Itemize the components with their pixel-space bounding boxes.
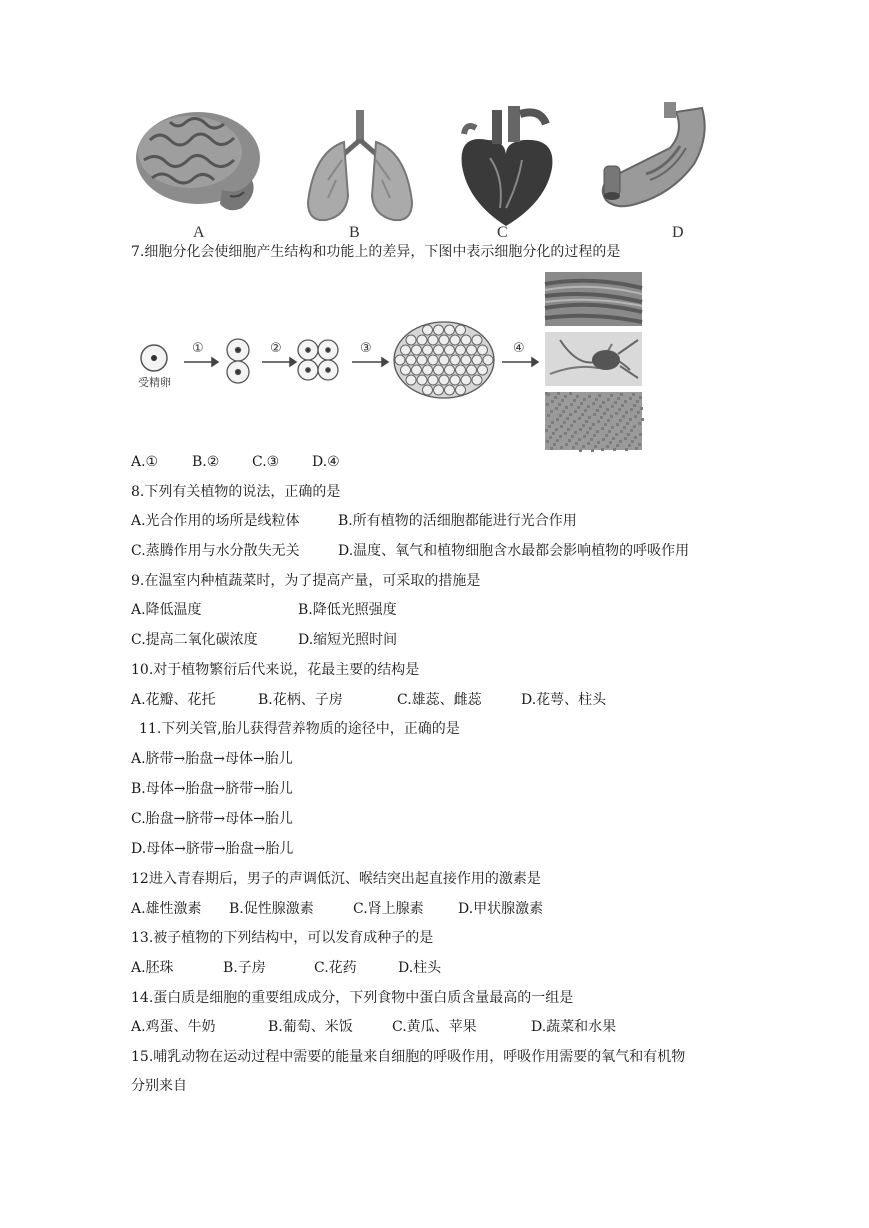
q7-stem: 7.细胞分化会使细胞产生结构和功能上的差异，下图中表示细胞分化的过程的是 bbox=[131, 244, 621, 260]
step-label-2: ② bbox=[270, 341, 282, 356]
lungs-icon bbox=[308, 110, 412, 220]
q10-option-a[interactable]: A.花瓣、花托 bbox=[131, 692, 216, 708]
q8-stem: 8.下列有关植物的说法，正确的是 bbox=[131, 484, 341, 500]
q14-options bbox=[131, 1018, 616, 1036]
q12-stem: 12进入青春期后，男子的声调低沉、喉结突出起直接作用的激素是 bbox=[131, 871, 541, 887]
organ-label-a: A bbox=[193, 224, 205, 241]
q8-option-d[interactable]: D.温度、氧气和植物细胞含水最都会影响植物的呼吸作用 bbox=[338, 543, 690, 559]
q7-options bbox=[131, 453, 340, 471]
organ-label-c: C bbox=[497, 224, 508, 241]
q11-option-c[interactable]: C.胎盘→脐带→母体→胎儿 bbox=[131, 811, 293, 827]
q8-option-c[interactable]: C.蒸腾作用与水分散失无关 bbox=[131, 543, 300, 559]
q14-option-a[interactable]: A.鸡蛋、牛奶 bbox=[131, 1019, 216, 1035]
brain-icon bbox=[136, 112, 260, 210]
q12-option-a[interactable]: A.雄性激素 bbox=[131, 901, 202, 917]
q9-options-row1 bbox=[131, 601, 397, 619]
q10-options bbox=[131, 691, 606, 709]
organ-figure bbox=[130, 100, 750, 240]
q7-option-b[interactable]: B.② bbox=[192, 454, 220, 470]
q8-options-row2 bbox=[131, 542, 689, 560]
q11-stem: 11.下列关管,胎儿获得营养物质的途径中，正确的是 bbox=[139, 721, 460, 737]
q12-option-d[interactable]: D.甲状腺激素 bbox=[458, 901, 544, 917]
q12-option-c[interactable]: C.肾上腺素 bbox=[353, 901, 424, 917]
q13-option-a[interactable]: A.胚珠 bbox=[131, 960, 174, 976]
q14-stem: 14.蛋白质是细胞的重要组成成分，下列食物中蛋白质含量最高的一组是 bbox=[131, 990, 574, 1006]
q14-option-d[interactable]: D.蔬菜和水果 bbox=[531, 1019, 617, 1035]
fertilized-egg-icon bbox=[141, 345, 167, 371]
q9-option-d[interactable]: D.缩短光照时间 bbox=[298, 632, 398, 648]
q15-stem-line1: 15.哺乳动物在运动过程中需要的能量来自细胞的呼吸作用，呼吸作用需要的氧气和有机物 bbox=[131, 1049, 686, 1065]
q14-option-b[interactable]: B.葡萄、米饭 bbox=[268, 1019, 353, 1035]
step-label-3: ③ bbox=[360, 341, 372, 356]
q8-options-row1 bbox=[131, 512, 577, 530]
q13-option-b[interactable]: B.子房 bbox=[223, 960, 266, 976]
cell-mass-icon bbox=[394, 322, 494, 398]
q9-option-a[interactable]: A.降低温度 bbox=[131, 602, 202, 618]
fertilized-egg-label: 受精卵 bbox=[138, 376, 171, 389]
organ-label-d: D bbox=[672, 224, 684, 241]
q7-option-c[interactable]: C.③ bbox=[252, 454, 280, 470]
q10-stem: 10.对于植物繁衍后代来说，花最主要的结构是 bbox=[131, 662, 420, 678]
q8-option-a[interactable]: A.光合作用的场所是线粒体 bbox=[131, 513, 300, 529]
q10-option-d[interactable]: D.花萼、柱头 bbox=[521, 692, 607, 708]
step-label-1: ① bbox=[192, 341, 204, 356]
q11-option-d[interactable]: D.母体→脐带→胎盘→胎儿 bbox=[131, 841, 294, 857]
heart-icon bbox=[462, 106, 553, 226]
four-cell-stage-icon bbox=[298, 340, 338, 380]
stomach-icon bbox=[603, 102, 705, 206]
q7-option-a[interactable]: A.① bbox=[131, 454, 159, 470]
q9-option-c[interactable]: C.提高二氧化碳浓度 bbox=[131, 632, 258, 648]
q15-stem-line2: 分别来自 bbox=[131, 1078, 187, 1094]
q12-option-b[interactable]: B.促性腺激素 bbox=[229, 901, 314, 917]
q14-option-c[interactable]: C.黄瓜、苹果 bbox=[392, 1019, 477, 1035]
q9-options-row2 bbox=[131, 631, 397, 649]
epithelial-tissue-image bbox=[545, 392, 644, 452]
q10-option-c[interactable]: C.雄蕊、雌蕊 bbox=[397, 692, 482, 708]
q9-stem: 9.在温室内种植蔬菜时，为了提高产量，可采取的措施是 bbox=[131, 573, 481, 589]
q10-option-b[interactable]: B.花柄、子房 bbox=[258, 692, 343, 708]
q9-option-b[interactable]: B.降低光照强度 bbox=[298, 602, 397, 618]
q11-option-b[interactable]: B.母体→胎盘→脐带→胎儿 bbox=[131, 781, 293, 797]
nerve-tissue-image bbox=[545, 332, 642, 386]
step-label-4: ④ bbox=[513, 341, 525, 356]
two-cell-stage-icon bbox=[227, 339, 249, 383]
q13-option-d[interactable]: D.柱头 bbox=[398, 960, 442, 976]
q13-stem: 13.被子植物的下列结构中，可以发育成种子的是 bbox=[131, 930, 434, 946]
q11-option-a[interactable]: A.脐带→胎盘→母体→胎儿 bbox=[131, 751, 293, 767]
q8-option-b[interactable]: B.所有植物的活细胞都能进行光合作用 bbox=[338, 513, 577, 529]
muscle-tissue-image bbox=[545, 272, 642, 326]
organ-label-b: B bbox=[349, 224, 360, 241]
q13-option-c[interactable]: C.花药 bbox=[314, 960, 357, 976]
q12-options bbox=[131, 900, 543, 918]
q13-options bbox=[131, 959, 441, 977]
q7-option-d[interactable]: D.④ bbox=[312, 454, 340, 470]
cell-differentiation-figure bbox=[130, 270, 650, 452]
